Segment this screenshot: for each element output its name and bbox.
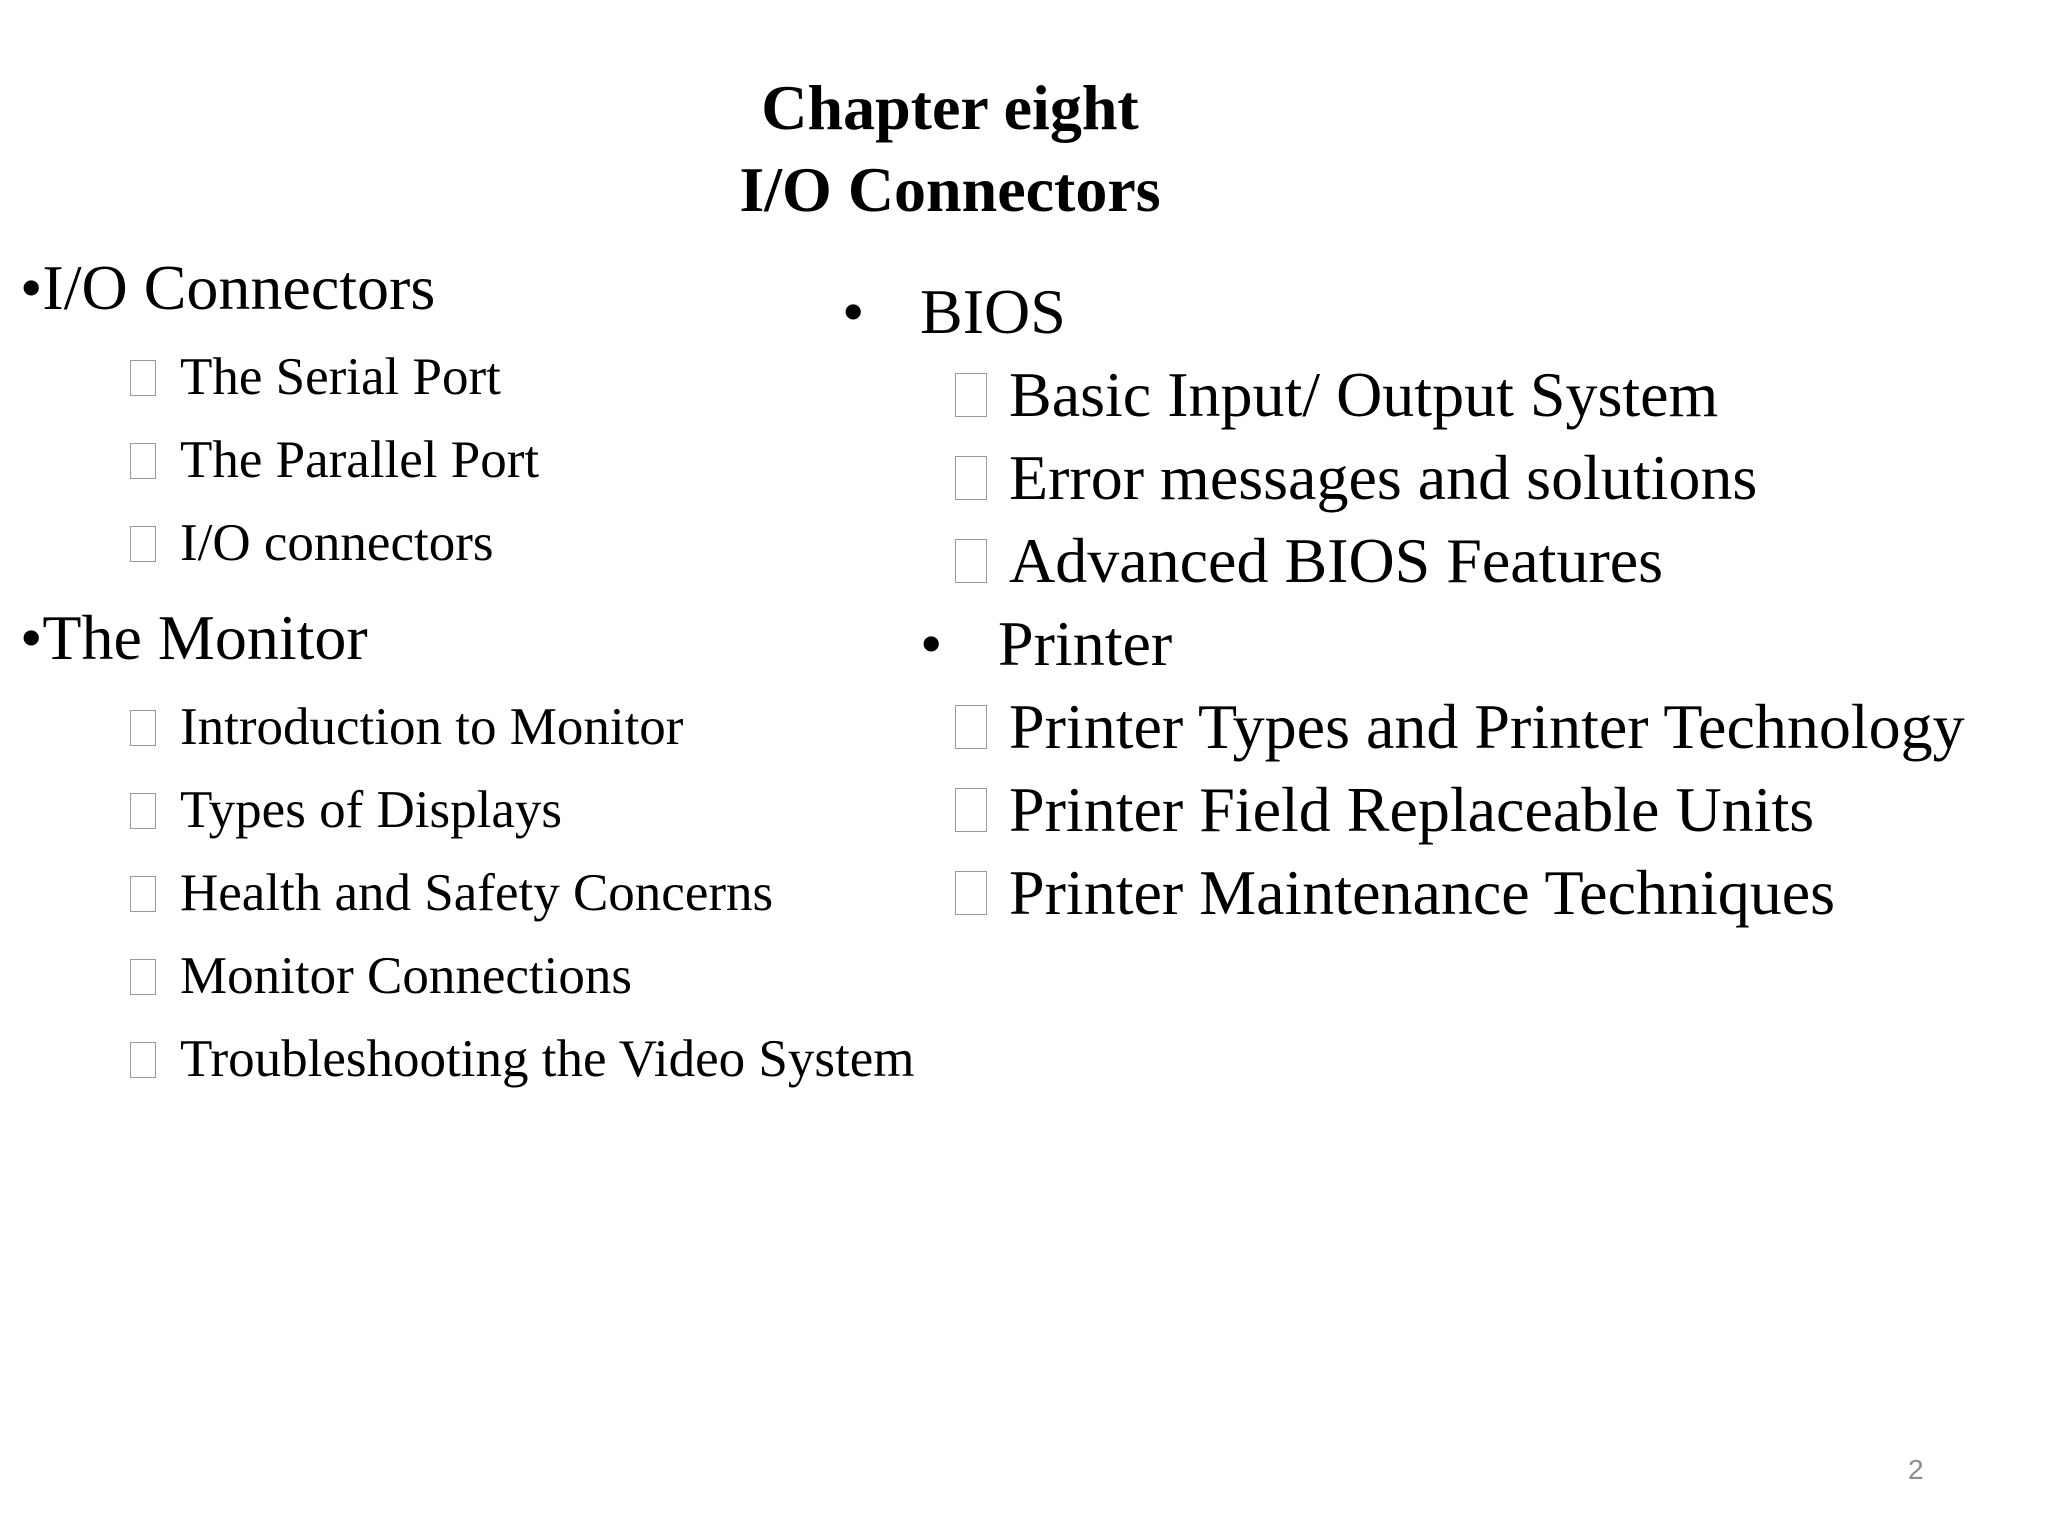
- list-item-text: Monitor Connections: [180, 947, 632, 1005]
- right-section-heading-bios: [842, 272, 1066, 352]
- checkbox-glyph-icon: [130, 710, 156, 746]
- section-heading-text: BIOS: [920, 276, 1066, 347]
- checkbox-glyph-icon: [955, 788, 987, 832]
- left-list-item: [130, 342, 501, 412]
- list-item-text: Types of Displays: [180, 781, 562, 839]
- checkbox-glyph-icon: [130, 526, 156, 562]
- section-heading-text: I/O Connectors: [42, 252, 436, 323]
- right-list-item: [955, 687, 1965, 767]
- checkbox-glyph-icon: [130, 443, 156, 479]
- left-list-item: [130, 692, 683, 762]
- checkbox-glyph-icon: [130, 1042, 156, 1078]
- list-item-text: Printer Types and Printer Technology: [1009, 691, 1965, 762]
- left-list-item: [130, 508, 493, 578]
- left-list-item: [130, 858, 773, 928]
- list-item-text: Introduction to Monitor: [180, 698, 684, 756]
- right-list-item: [955, 355, 1718, 435]
- left-list-item: [130, 1024, 914, 1094]
- list-item-text: Advanced BIOS Features: [1009, 525, 1664, 596]
- list-item-text: Troubleshooting the Video System: [180, 1030, 915, 1088]
- section-heading-text: Printer: [998, 608, 1173, 679]
- list-item-text: Error messages and solutions: [1009, 442, 1758, 513]
- checkbox-glyph-icon: [955, 705, 987, 749]
- checkbox-glyph-icon: [130, 793, 156, 829]
- list-item-text: Health and Safety Concerns: [180, 864, 774, 922]
- left-list-item: [130, 775, 562, 845]
- right-section-heading-printer: [920, 604, 1172, 684]
- list-item-text: The Serial Port: [180, 348, 501, 406]
- left-section-heading-the-monitor: [20, 598, 368, 678]
- checkbox-glyph-icon: [130, 360, 156, 396]
- slide-title-line-1: Chapter eight: [761, 72, 1139, 143]
- bullet-icon: •: [842, 276, 865, 347]
- checkbox-glyph-icon: [130, 876, 156, 912]
- checkbox-glyph-icon: [955, 871, 987, 915]
- right-list-item: [955, 521, 1663, 601]
- list-item-text: Printer Maintenance Techniques: [1009, 857, 1836, 928]
- right-list-item: [955, 438, 1757, 518]
- left-list-item: [130, 425, 539, 495]
- checkbox-glyph-icon: [130, 959, 156, 995]
- checkbox-glyph-icon: [955, 373, 987, 417]
- left-list-item: [130, 941, 632, 1011]
- checkbox-glyph-icon: [955, 539, 987, 583]
- bullet-icon: •: [920, 608, 943, 679]
- list-item-text: I/O connectors: [180, 514, 494, 572]
- left-section-heading-io-connectors: [20, 248, 435, 328]
- right-list-item: [955, 853, 1835, 933]
- list-item-text: The Parallel Port: [180, 431, 540, 489]
- bullet-icon: •: [20, 602, 43, 673]
- page-number: 2: [1908, 1454, 1924, 1485]
- section-heading-text: The Monitor: [42, 602, 368, 673]
- checkbox-glyph-icon: [955, 456, 987, 500]
- right-list-item: [955, 770, 1814, 850]
- list-item-text: Printer Field Replaceable Units: [1009, 774, 1815, 845]
- bullet-icon: •: [20, 252, 43, 323]
- list-item-text: Basic Input/ Output System: [1009, 359, 1719, 430]
- slide-title-line-2: I/O Connectors: [739, 154, 1161, 225]
